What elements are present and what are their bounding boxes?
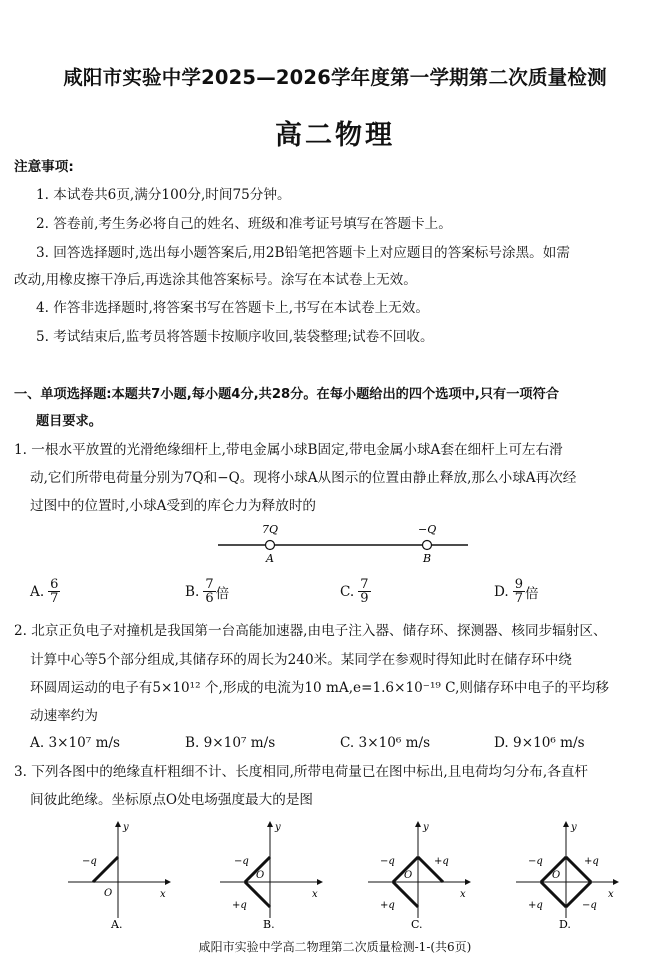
origin-label: O xyxy=(256,870,265,881)
y-axis-label: y xyxy=(571,822,577,833)
q2-text: 环圆周运动的电子有5×10¹² 个,形成的电流为10 mA,e=1.6×10⁻¹⁹ C,则储存环中电子的平均移 xyxy=(30,680,609,696)
charge-label: −q xyxy=(380,856,395,867)
x-axis-label: x xyxy=(608,889,614,900)
figure-label: B. xyxy=(263,918,275,930)
fraction: $\frac{7}{9}$ xyxy=(360,577,369,606)
y-axis-label: y xyxy=(275,822,281,833)
notice-item: 改动,用橡皮擦干净后,再选涂其他答案标号。涂写在本试卷上无效。 xyxy=(14,272,417,288)
section-heading: 一、单项选择题:本题共7小题,每小题4分,共28分。在每小题给出的四个选项中,只有一项符合 xyxy=(14,387,559,402)
origin-label: O xyxy=(552,870,561,881)
fraction: $\frac{7}{6}$ xyxy=(205,577,214,606)
q1-text: 1. 一根水平放置的光滑绝缘细杆上,带电金属小球B固定,带电金属小球A套在细杆上可左右滑 xyxy=(14,442,563,458)
subject-title: 高二物理 xyxy=(275,120,395,151)
charged-rod xyxy=(541,882,566,907)
q2-option-d[interactable]: D. 9×10⁶ m/s xyxy=(494,735,585,751)
q1-option-d[interactable]: D. $\frac{9}{7}$ 倍 xyxy=(494,577,539,606)
charged-rod xyxy=(393,882,418,907)
q1-rod-figure xyxy=(210,518,480,566)
q1-text: 过图中的位置时,小球A受到的库仑力为释放时的 xyxy=(30,498,317,514)
section-heading-cont: 题目要求。 xyxy=(36,414,102,429)
q1-option-c[interactable] xyxy=(340,578,371,605)
q2-option-b[interactable]: B. 9×10⁷ m/s xyxy=(185,735,276,751)
x-axis-label: x xyxy=(460,889,466,900)
charge-label: −q xyxy=(234,856,249,867)
notice-heading: 注意事项: xyxy=(14,159,74,175)
charge-label: +q xyxy=(584,856,599,867)
option-letter: A. xyxy=(30,583,45,600)
charge-b-label: −Q xyxy=(418,523,437,536)
charge-label: −q xyxy=(82,856,97,867)
q3-figure-d[interactable] xyxy=(508,818,628,930)
q3-figure-c[interactable] xyxy=(360,818,480,930)
page-footer: 咸阳市实验中学高二物理第二次质量检测-1-(共6页) xyxy=(198,940,472,954)
notice-item: 2. 答卷前,考生务必将自己的姓名、班级和准考证号填写在答题卡上。 xyxy=(36,216,452,232)
figure-label: C. xyxy=(411,918,423,930)
charge-label: +q xyxy=(232,900,247,911)
notice-item: 3. 回答选择题时,选出每小题答案后,用2B铅笔把答题卡上对应题目的答案标号涂黑。如需 xyxy=(36,245,570,261)
x-axis-label: x xyxy=(312,889,318,900)
option-letter: B. xyxy=(185,583,200,600)
charge-label: −q xyxy=(582,900,597,911)
q3-text: 间彼此绝缘。坐标原点O处电场强度最大的是图 xyxy=(30,792,314,808)
q2-option-c[interactable]: C. 3×10⁶ m/s xyxy=(340,735,431,751)
notice-item: 5. 考试结束后,监考员将答题卡按顺序收回,装袋整理;试卷不回收。 xyxy=(36,329,434,345)
notice-item: 4. 作答非选择题时,将答案书写在答题卡上,书写在本试卷上无效。 xyxy=(36,300,429,316)
ball-a-label: A xyxy=(266,552,274,565)
figure-label: A. xyxy=(111,918,123,930)
q2-text: 计算中心等5个部分组成,其储存环的周长为240米。某同学在参观时得知此时在储存环中绕 xyxy=(30,652,572,668)
q3-text: 3. 下列各图中的绝缘直杆粗细不计、长度相同,所带电荷量已在图中标出,且电荷均匀分布,各直杆 xyxy=(14,764,589,780)
exam-title: 咸阳市实验中学2025—2026学年度第一学期第二次质量检测 xyxy=(63,66,607,89)
origin-label: O xyxy=(404,870,413,881)
q1-option-a[interactable] xyxy=(30,578,60,605)
x-axis-label: x xyxy=(160,889,166,900)
charged-rod xyxy=(245,882,270,907)
notice-item: 1. 本试卷共6页,满分100分,时间75分钟。 xyxy=(36,187,291,203)
charge-a-label: 7Q xyxy=(262,523,279,536)
q1-text: 动,它们所带电荷量分别为7Q和−Q。现将小球A从图示的位置由静止释放,那么小球A再次经 xyxy=(30,470,577,486)
fraction: $\frac{9}{7}$ xyxy=(514,577,524,606)
origin-label: O xyxy=(104,888,113,899)
option-letter: D. xyxy=(494,583,509,600)
q2-option-a[interactable]: A. 3×10⁷ m/s xyxy=(30,735,121,751)
q3-figure-b[interactable] xyxy=(212,818,332,930)
q1-option-b[interactable]: B. $\frac{7}{6}$ 倍 xyxy=(185,577,230,606)
y-axis-label: y xyxy=(423,822,429,833)
ball-b-label: B xyxy=(423,552,432,565)
fraction: $\frac{6}{7}$ xyxy=(50,577,59,606)
charge-label: +q xyxy=(380,900,395,911)
charge-label: +q xyxy=(528,900,543,911)
ball-a xyxy=(266,541,275,550)
option-letter: C. xyxy=(340,583,355,600)
q2-text: 2. 北京正负电子对撞机是我国第一台高能加速器,由电子注入器、储存环、探测器、核同步辐射区、 xyxy=(14,623,607,639)
charge-label: +q xyxy=(434,856,449,867)
q2-text: 动速率约为 xyxy=(30,708,98,724)
y-axis-label: y xyxy=(123,822,129,833)
q3-figure-a[interactable] xyxy=(60,818,180,930)
ball-b xyxy=(423,541,432,550)
charge-label: −q xyxy=(528,856,543,867)
figure-label: D. xyxy=(559,918,571,930)
